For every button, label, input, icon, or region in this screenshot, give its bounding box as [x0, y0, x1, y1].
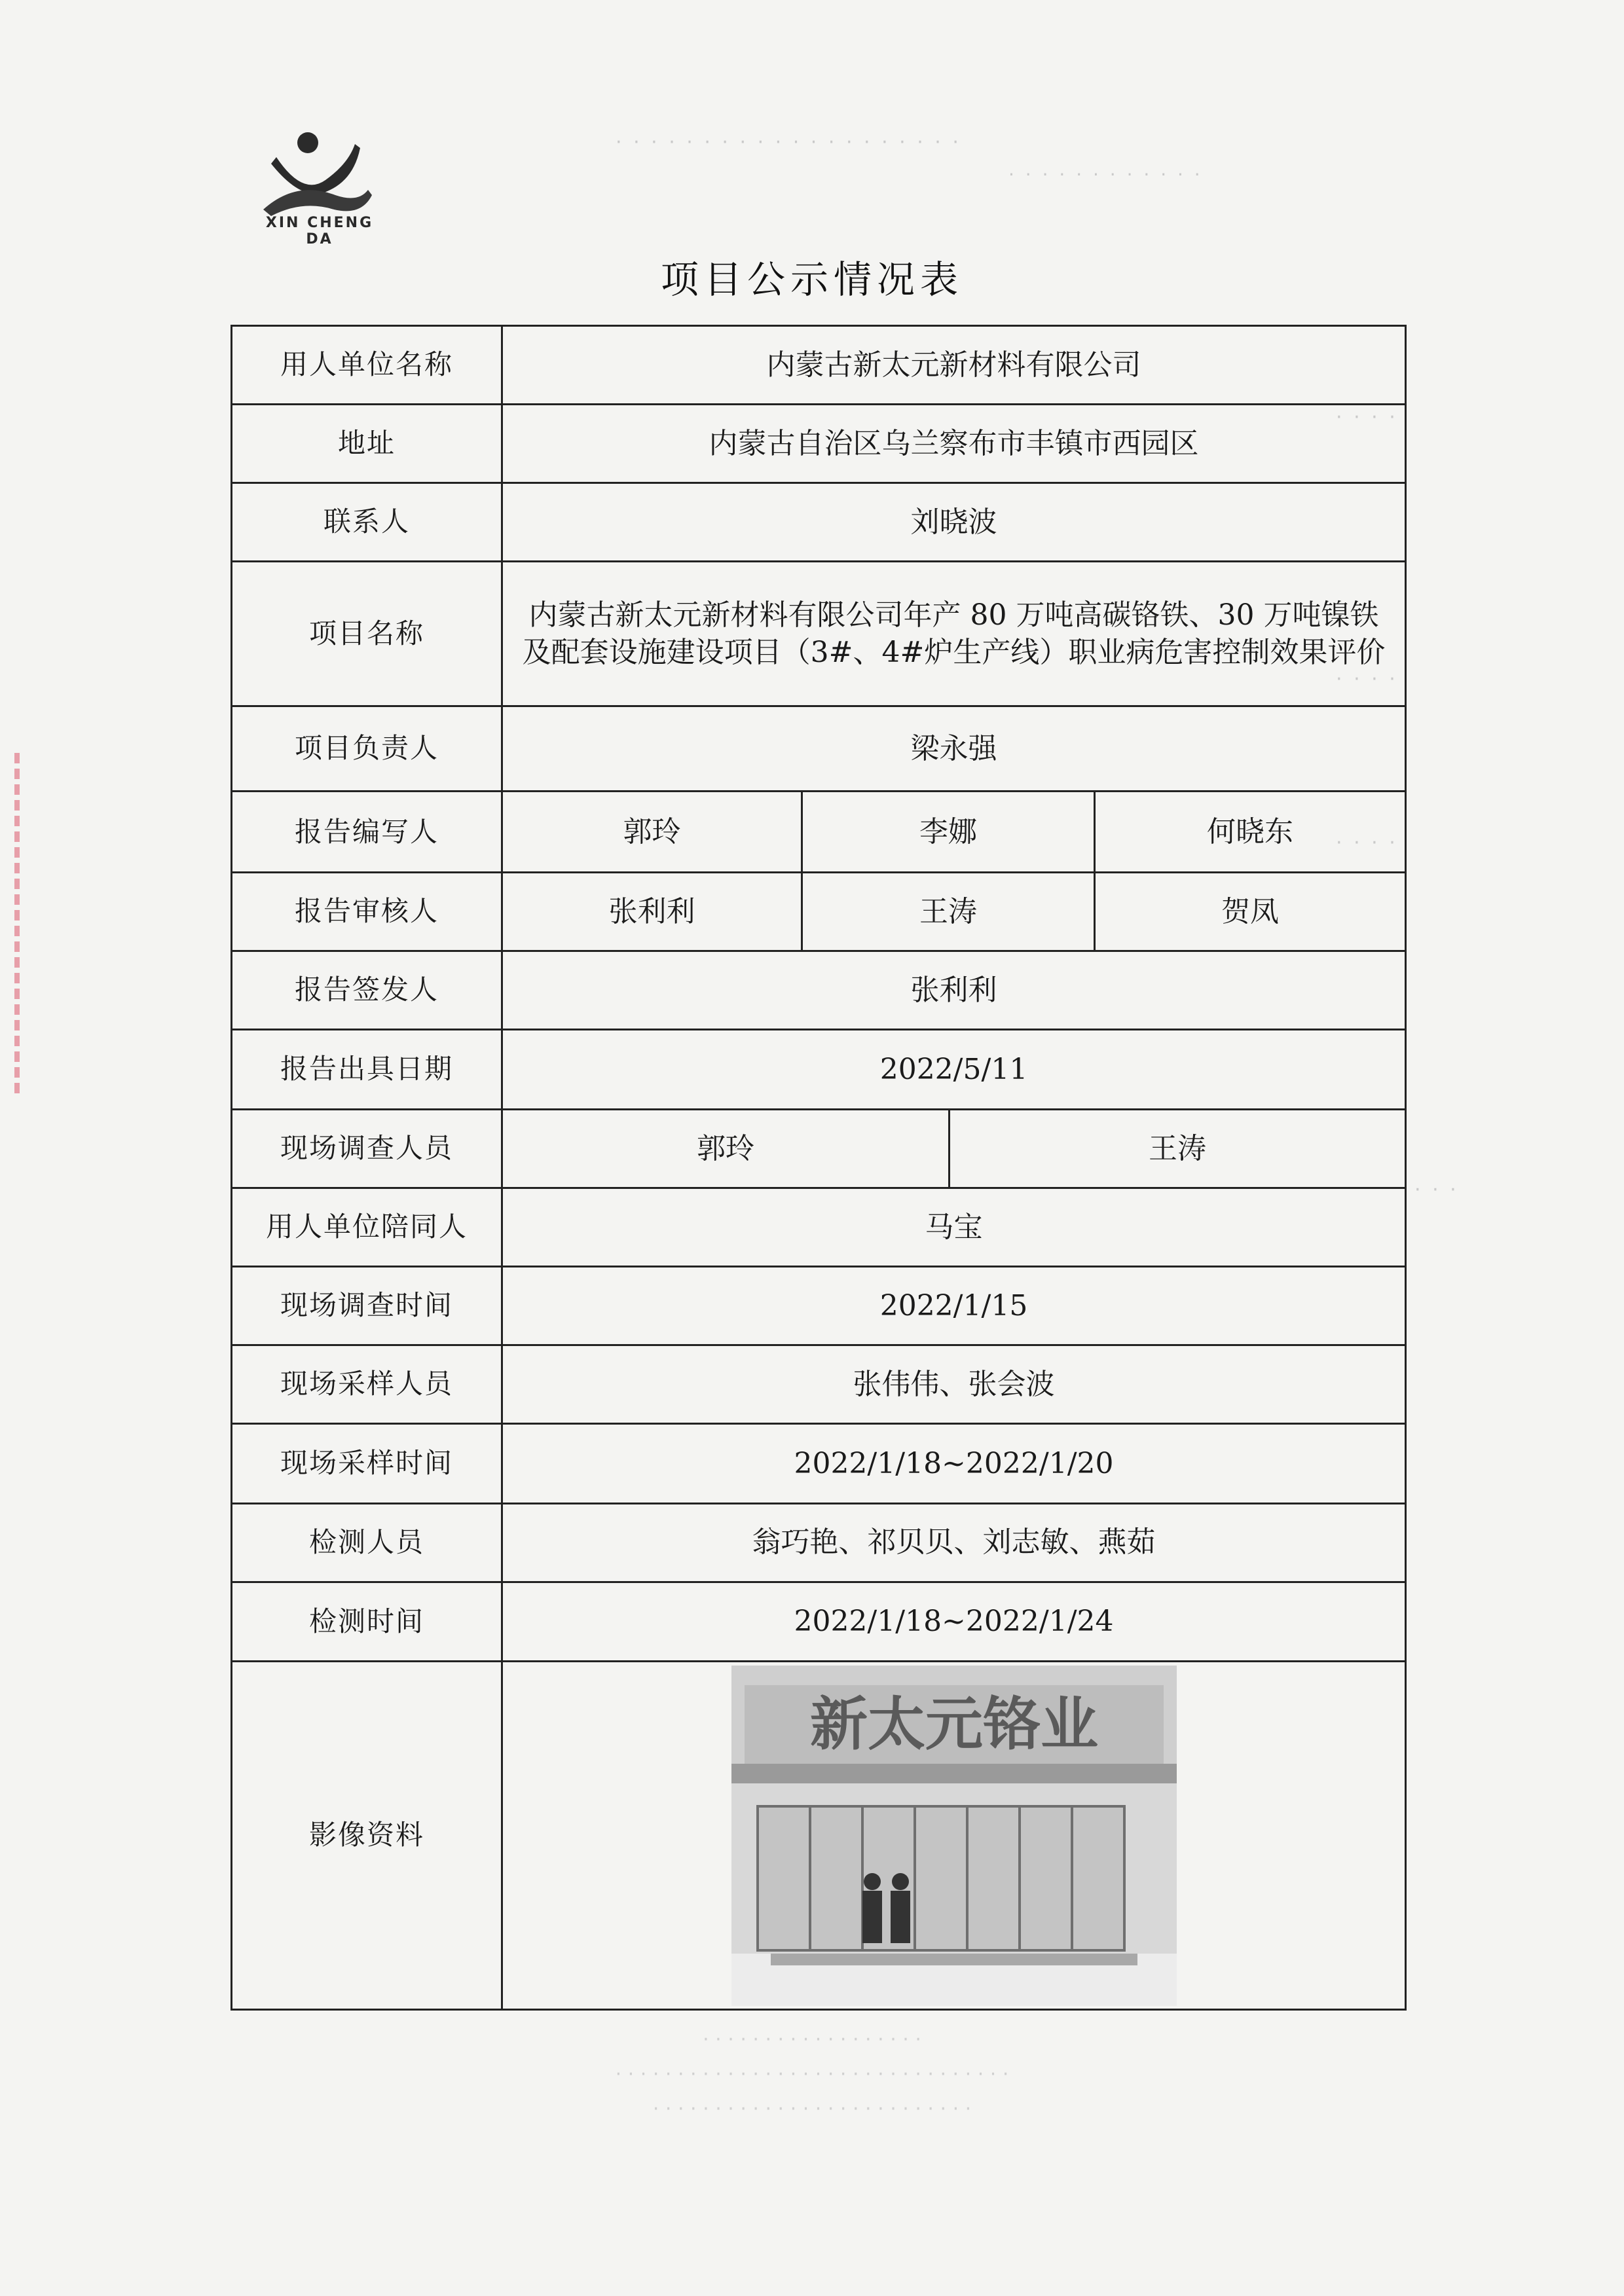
- table-row: [232, 1582, 1406, 1662]
- table-row: [232, 873, 1406, 951]
- survey-staff-label: 现场调查人员: [232, 1110, 502, 1188]
- writer-name: 何晓东: [1095, 792, 1406, 873]
- photo-cell: [502, 1662, 1406, 2010]
- contact-value: 刘晓波: [502, 483, 1406, 561]
- red-seal-fragment: [14, 753, 59, 1093]
- bleed-through-text: · · · ·: [1336, 668, 1398, 691]
- sampling-staff-label: 现场采样人员: [232, 1345, 502, 1423]
- table-row: [232, 483, 1406, 561]
- bleed-through-text: · · · ·: [1336, 406, 1398, 429]
- bleed-through-text: · · ·: [1414, 1178, 1459, 1201]
- contact-label: 联系人: [232, 483, 502, 561]
- issuer-label: 报告签发人: [232, 951, 502, 1030]
- address-label: 地址: [232, 404, 502, 483]
- table-row: [232, 326, 1406, 405]
- table-row: [232, 951, 1406, 1030]
- bleed-through-text: · · · · · · · · · · · ·: [1008, 164, 1203, 185]
- project-label: 项目名称: [232, 561, 502, 706]
- escort-label: 用人单位陪同人: [232, 1188, 502, 1266]
- image-label: 影像资料: [232, 1662, 502, 2010]
- survey-staff-name: 郭玲: [502, 1110, 950, 1188]
- reviewer-name: 张利利: [502, 873, 802, 951]
- sampling-time-label: 现场采样时间: [232, 1423, 502, 1503]
- reviewer-name: 贺凤: [1095, 873, 1406, 951]
- sampling-time-value: 2022/1/18~2022/1/20: [502, 1423, 1406, 1503]
- site-photo: [731, 1666, 1177, 2006]
- table-row: [232, 561, 1406, 706]
- bleed-through-text: · · · ·: [1336, 831, 1398, 854]
- employer-label: 用人单位名称: [232, 326, 502, 405]
- project-info-table: [231, 325, 1407, 2011]
- project-value: 内蒙古新太元新材料有限公司年产 80 万吨高碳铬铁、30 万吨镍铁及配套设施建设项目（3#、4#炉生产线）职业病危害控制效果评价: [502, 561, 1406, 706]
- table-row: [232, 1188, 1406, 1266]
- writer-name: 李娜: [802, 792, 1095, 873]
- survey-time-value: 2022/1/15: [502, 1266, 1406, 1345]
- report-date-value: 2022/5/11: [502, 1030, 1406, 1110]
- test-time-label: 检测时间: [232, 1582, 502, 1662]
- bleed-through-text: · · · · · · · · · · · · · · · · · · · ·: [616, 131, 961, 154]
- table-row: [232, 404, 1406, 483]
- issuer-value: 张利利: [502, 951, 1406, 1030]
- page-title: 项目公示情况表: [660, 257, 963, 302]
- reviewers-label: 报告审核人: [232, 873, 502, 951]
- report-date-label: 报告出具日期: [232, 1030, 502, 1110]
- logo-text: XIN CHENG DA: [265, 215, 374, 247]
- table-row: [232, 1503, 1406, 1582]
- survey-time-label: 现场调查时间: [232, 1266, 502, 1345]
- testers-label: 检测人员: [232, 1503, 502, 1582]
- table-row: [232, 1266, 1406, 1345]
- table-row: [232, 706, 1406, 792]
- table-row: [232, 1110, 1406, 1188]
- employer-value: 内蒙古新太元新材料有限公司: [502, 326, 1406, 405]
- leader-value: 梁永强: [502, 706, 1406, 792]
- table-row: [232, 1030, 1406, 1110]
- writers-label: 报告编写人: [232, 792, 502, 873]
- table-row: [232, 1423, 1406, 1503]
- photo-sign-text: 新太元铬业: [809, 1689, 1098, 1758]
- testers-value: 翁巧艳、祁贝贝、刘志敏、燕茹: [502, 1503, 1406, 1582]
- writer-name: 郭玲: [502, 792, 802, 873]
- survey-staff-name: 王涛: [950, 1110, 1406, 1188]
- table-row: [232, 1345, 1406, 1423]
- table-row: [232, 792, 1406, 873]
- bleed-through-footer: · · · · · · · · · · · · · · · · · · · · · · · · · · · · · · · · · · · · · · · · · · · · · · · · · · · · · · · · · · · · · · · · · · · · · · · · · · · ·: [615, 2028, 1009, 2121]
- reviewer-name: 王涛: [802, 873, 1095, 951]
- address-value: 内蒙古自治区乌兰察布市丰镇市西园区: [502, 404, 1406, 483]
- table-row: [232, 1662, 1406, 2010]
- leader-label: 项目负责人: [232, 706, 502, 792]
- escort-value: 马宝: [502, 1188, 1406, 1266]
- sampling-staff-value: 张伟伟、张会波: [502, 1345, 1406, 1423]
- test-time-value: 2022/1/18~2022/1/24: [502, 1582, 1406, 1662]
